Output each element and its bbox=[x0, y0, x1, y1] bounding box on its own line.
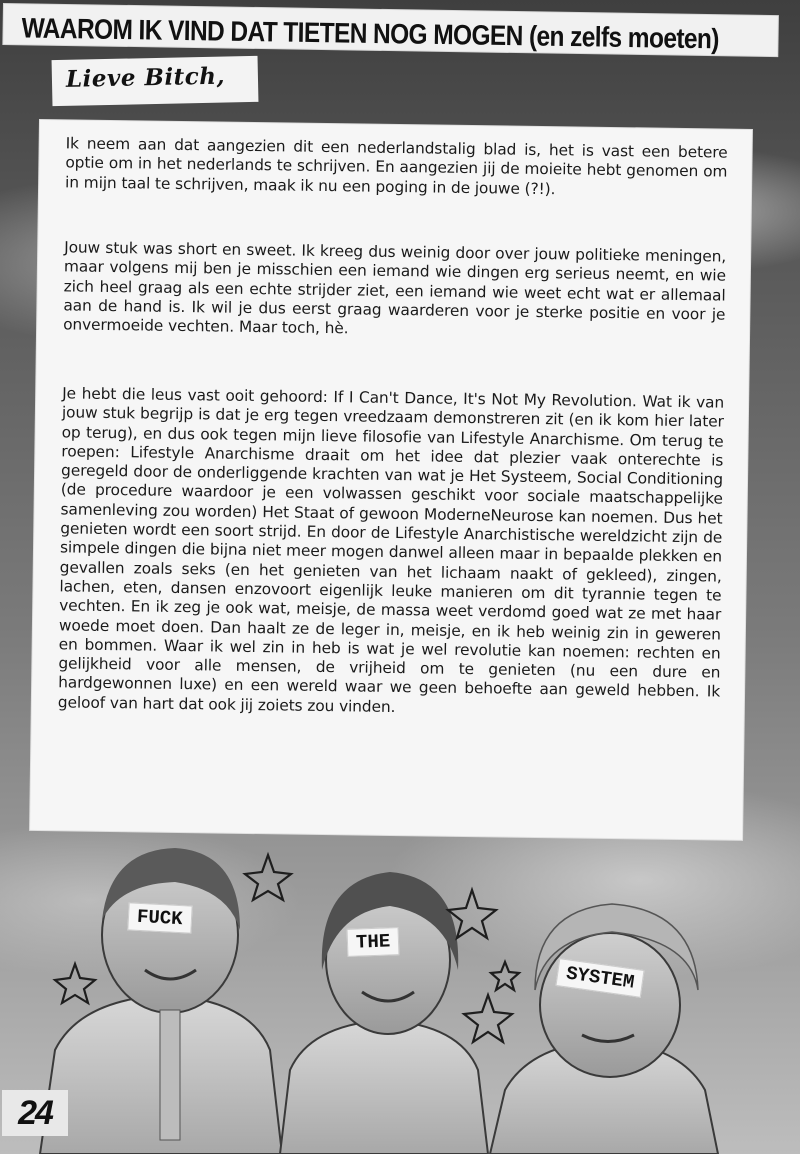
collage-label-fuck: FUCK bbox=[127, 902, 192, 933]
star-doodle bbox=[245, 855, 291, 900]
letter-paragraph-1: Ik neem aan dat aangezien dit een nederlandstalig blad is, het is vast een betere optie om in het nederlands te schrijven. En aangezien jij de moieite hebt genomen om in mijn taal te schrijven, maak ik nu een poging in de jouwe (?!). bbox=[65, 134, 728, 198]
star-doodle bbox=[464, 995, 512, 1042]
letter-paragraph-3: Je hebt die leus vast ooit gehoord: If I Can't Dance, It's Not My Revolution. Wat ik van jouw stuk begrijp is dat je erg tegen vreedzaam demonstreren zit (en ik kom hier later op terug), en dus ook tegen mijn lieve filosofie van Lifestyle Anarchisme. Om terug te roepen: Lifestyle Anarchisme draait om het idee dat plezier vaak onterechte is geregeld door de onderliggende krachten van wat je Het Systeem, Social Conditioning (de procedure waardoor je een volwassen geschikt voor sociale maatschappelijke samenleving zou worden) Het Staat of gewoon ModerneNeurose kan noemen. Dus het genieten wordt een soort strijd. En door de Lifestyle Anarchistische wereldzicht zijn de simpele dingen die bijna niet meer mogen danwel alleen maar in bepaalde plekken en gevallen zoals seks (en het genieten van het lichaam naakt of gekleed), zingen, lachen, eten, dansen enzovoort eigenlijk leuke manieren om dit tyrannie tegen te vechten. En ik zeg je ook wat, meisje, de massa weet verdomd goed wat ze met haar woede moet doen. Dan haalt ze de leger in, meisje, en ik heb weinig zin in geweren en bommen. Waar ik wel zin in heb is wat je wel revolutie kan noemen: rechten en gelijkheid voor alle mensen, de vrijheid om te genieten (nu een dure en hardgewonnen luxe) en een wereld waar we geen behoefte aan geweld hebben. Ik geloof van hart dat ook jij zoiets zou vinden. bbox=[57, 384, 725, 716]
star-doodle bbox=[55, 964, 95, 1003]
greeting: Lieve Bitch, bbox=[65, 62, 226, 93]
letter-paragraph-2: Jouw stuk was short en sweet. Ik kreeg dus weinig door over jouw politieke meningen, maar volgens mij ben je misschien een iemand wie dingen erg serieus neemt, en wie zich heel graag als een echte strijder ziet, een iemand wie weet echt wat er allemaal aan de hand is. Ik wil je dus eerst graag waarderen voor je sterke positie en voor je onvermoeide vechten. Maar toch, hè. bbox=[63, 238, 727, 338]
child-middle bbox=[280, 872, 488, 1154]
star-doodle bbox=[491, 962, 519, 990]
letter-text-block bbox=[30, 120, 752, 840]
page-title: WAAROM IK VIND DAT TIETEN NOG MOGEN (en zelfs moeten) bbox=[21, 13, 720, 56]
title-strip bbox=[3, 4, 778, 56]
child-right bbox=[490, 904, 718, 1154]
child-left bbox=[40, 848, 282, 1154]
collage-label-the: THE bbox=[347, 927, 400, 957]
collage-label-system: SYSTEM bbox=[555, 958, 644, 998]
greeting-strip bbox=[52, 56, 259, 106]
page-number: 24 bbox=[2, 1090, 68, 1136]
children-collage-image bbox=[0, 820, 800, 1154]
